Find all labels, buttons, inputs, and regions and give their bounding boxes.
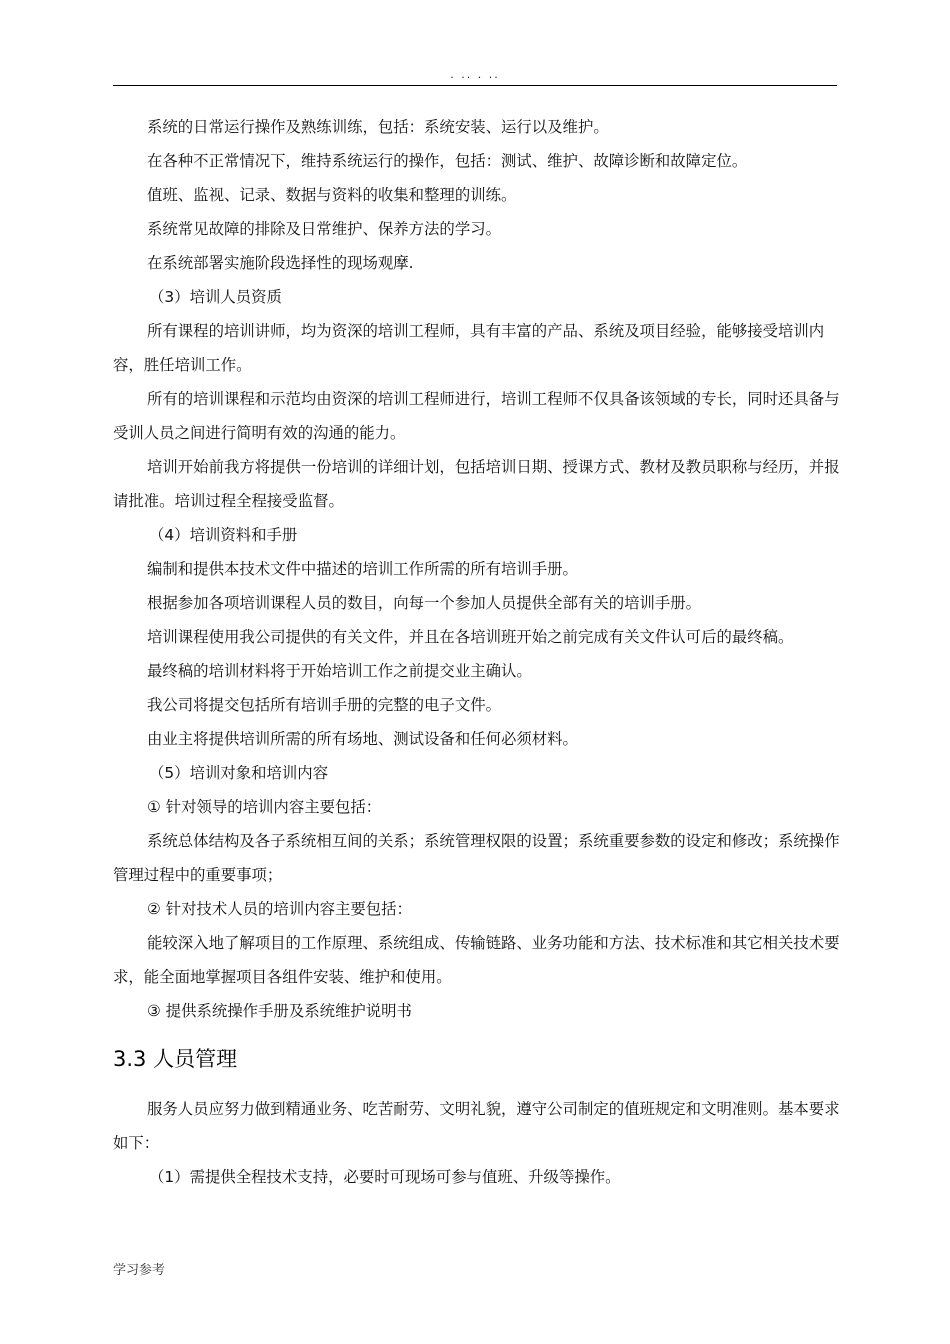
list-item-manuals: ③ 提供系统操作手册及系统维护说明书 [147, 1002, 412, 1020]
subheading-trainer-qualification: （3）培训人员资质 [149, 288, 282, 306]
requirement-item-1: （1）需提供全程技术支持，必要时可现场可参与值班、升级等操作。 [149, 1168, 621, 1186]
header-rule [113, 85, 837, 86]
paragraph-service-staff: 服务人员应努力做到精通业务、吃苦耐劳、文明礼貌，遵守公司制定的值班规定和文明准则。基本要求如下： [113, 1100, 840, 1152]
paragraph-line: 系统常见故障的排除及日常维护、保养方法的学习。 [147, 220, 501, 238]
list-item-technicians: ② 针对技术人员的培训内容主要包括： [147, 900, 412, 918]
subheading-training-targets: （5）培训对象和培训内容 [149, 764, 329, 782]
list-item-leaders: ① 针对领导的培训内容主要包括： [147, 798, 382, 816]
paragraph-line: 值班、监视、记录、数据与资料的收集和整理的训练。 [147, 186, 517, 204]
paragraph-line: 根据参加各项培训课程人员的数目，向每一个参加人员提供全部有关的培训手册。 [147, 594, 702, 612]
paragraph-line: 最终稿的培训材料将于开始培训工作之前提交业主确认。 [147, 662, 532, 680]
page-header-text: . .. . .. [450, 68, 500, 81]
page-footer-text: 学习参考 [113, 1263, 166, 1278]
subheading-training-materials: （4）培训资料和手册 [149, 526, 298, 544]
paragraph-training-plan: 培训开始前我方将提供一份培训的详细计划，包括培训日期、授课方式、教材及教员职称与经历，并报请批准。培训过程全程接受监督。 [113, 458, 840, 510]
paragraph-line: 在各种不正常情况下，维持系统运行的操作，包括：测试、维护、故障诊断和故障定位。 [147, 152, 748, 170]
paragraph-line: 培训课程使用我公司提供的有关文件，并且在各培训班开始之前完成有关文件认可后的最终稿。 [147, 628, 794, 646]
paragraph-technicians-content: 能较深入地了解项目的工作原理、系统组成、传输链路、业务功能和方法、技术标准和其它相关技术要求，能全面地掌握项目各组件安装、维护和使用。 [113, 934, 840, 986]
paragraph-leaders-content: 系统总体结构及各子系统相互间的关系；系统管理权限的设置；系统重要参数的设定和修改；系统操作管理过程中的重要事项； [113, 832, 840, 884]
paragraph-line: 由业主将提供培训所需的所有场地、测试设备和任何必须材料。 [147, 730, 578, 748]
document-body [113, 110, 843, 1194]
paragraph-line: 在系统部署实施阶段选择性的现场观摩. [147, 254, 414, 272]
paragraph-line: 编制和提供本技术文件中描述的培训工作所需的所有培训手册。 [147, 560, 578, 578]
paragraph-courses: 所有的培训课程和示范均由资深的培训工程师进行，培训工程师不仅具备该领域的专长，同时还具备与受训人员之间进行简明有效的沟通的能力。 [113, 390, 840, 442]
paragraph-line: 系统的日常运行操作及熟练训练，包括：系统安装、运行以及维护。 [147, 118, 609, 136]
paragraph-line: 我公司将提交包括所有培训手册的完整的电子文件。 [147, 696, 501, 714]
section-heading-personnel-management: 3.3 人员管理 [113, 1047, 238, 1071]
paragraph-trainers: 所有课程的培训讲师，均为资深的培训工程师，具有丰富的产品、系统及项目经验，能够接受培训内容，胜任培训工作。 [113, 322, 825, 374]
